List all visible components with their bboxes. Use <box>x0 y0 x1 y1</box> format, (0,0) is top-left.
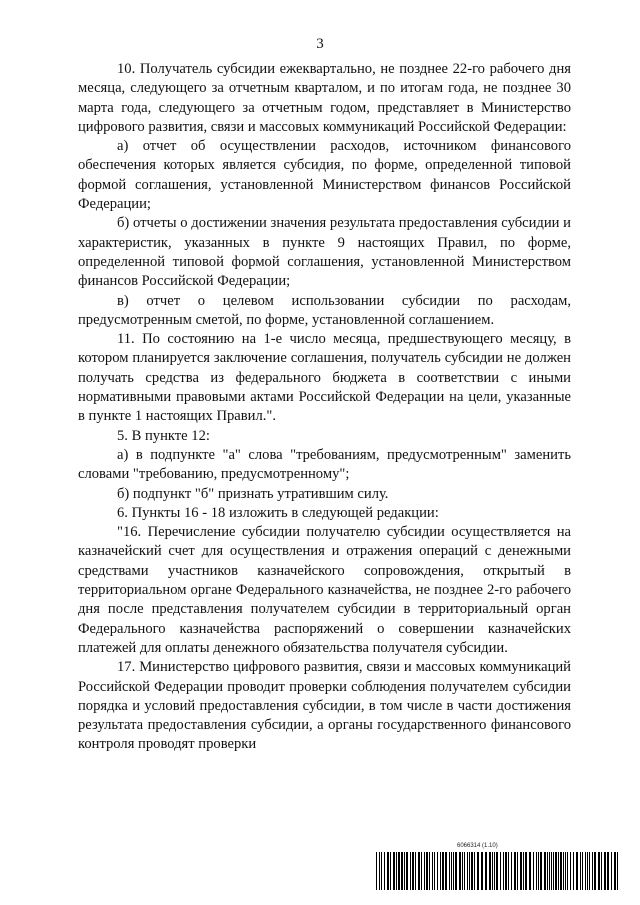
paragraph: б) подпункт "б" признать утратившим силу. <box>117 485 389 502</box>
paragraph: б) отчеты о достижении значения результата предоставления субсидии и характеристик, указанных в пункте 9 настоящих Правил, по форме, определенной типовой формой соглашения, установленной Министерством финансов Российской Федерации; <box>78 215 571 290</box>
paragraph: в) отчет о целевом использовании субсидии по расходам, предусмотренным сметой, по форме, установленной соглашением. <box>78 292 571 328</box>
paragraph: а) отчет об осуществлении расходов, источником финансового обеспечения которых является субсидия, по форме, определенной типовой формой соглашения, установленной Министерством финансов Российской Федерации; <box>78 138 571 213</box>
paragraph: 10. Получатель субсидии ежеквартально, не позднее 22-го рабочего дня месяца, следующего за отчетным кварталом, и по итогам года, не позднее 30 марта года, следующего за отчетным годом, представляет в Министерство цифрового развития, связи и массовых коммуникаций Российской Федерации: <box>78 61 571 135</box>
paragraph: "16. Перечисление субсидии получателю субсидии осуществляется на казначейский счет для осуществления и отражения операций с денежными средствами участников казначейского сопровождения, открытый в территориальном органе Федерального казначейства, не позднее 2-го рабочего дня после представления получателем субсидии в территориальный орган Федерального казначейства распоряжений о совершении казначейских платежей для оплаты денежного обязательства получателя субсидии. <box>78 524 571 656</box>
paragraph: 11. По состоянию на 1-е число месяца, предшествующего месяцу, в котором планируется заключение соглашения, получатель субсидии не должен получать средства из федерального бюджета в соответствии с иными нормативными правовыми актами Российской Федерации на цели, указанные в пункте 1 настоящих Правил.". <box>78 331 571 425</box>
paragraph: а) в подпункте "а" слова "требованиям, предусмотренным" заменить словами "требованию, предусмотренному"; <box>78 446 571 483</box>
paragraph: 17. Министерство цифрового развития, связи и массовых коммуникаций Российской Федерации проводит проверки соблюдения получателем субсидии порядка и условий предоставления субсидии, в том числе в части достижения результата предоставления субсидии, а органы государственного финансового контроля проводят проверки <box>78 659 571 753</box>
paragraph: 6. Пункты 16 - 18 изложить в следующей редакции: <box>117 504 439 521</box>
barcode-caption: 6066314 (1.10) <box>457 843 498 849</box>
document-body <box>78 60 571 755</box>
paragraph: 5. В пункте 12: <box>117 427 210 444</box>
page-number: 3 <box>316 36 324 52</box>
barcode-icon <box>376 852 621 890</box>
barcode-block <box>376 843 621 893</box>
